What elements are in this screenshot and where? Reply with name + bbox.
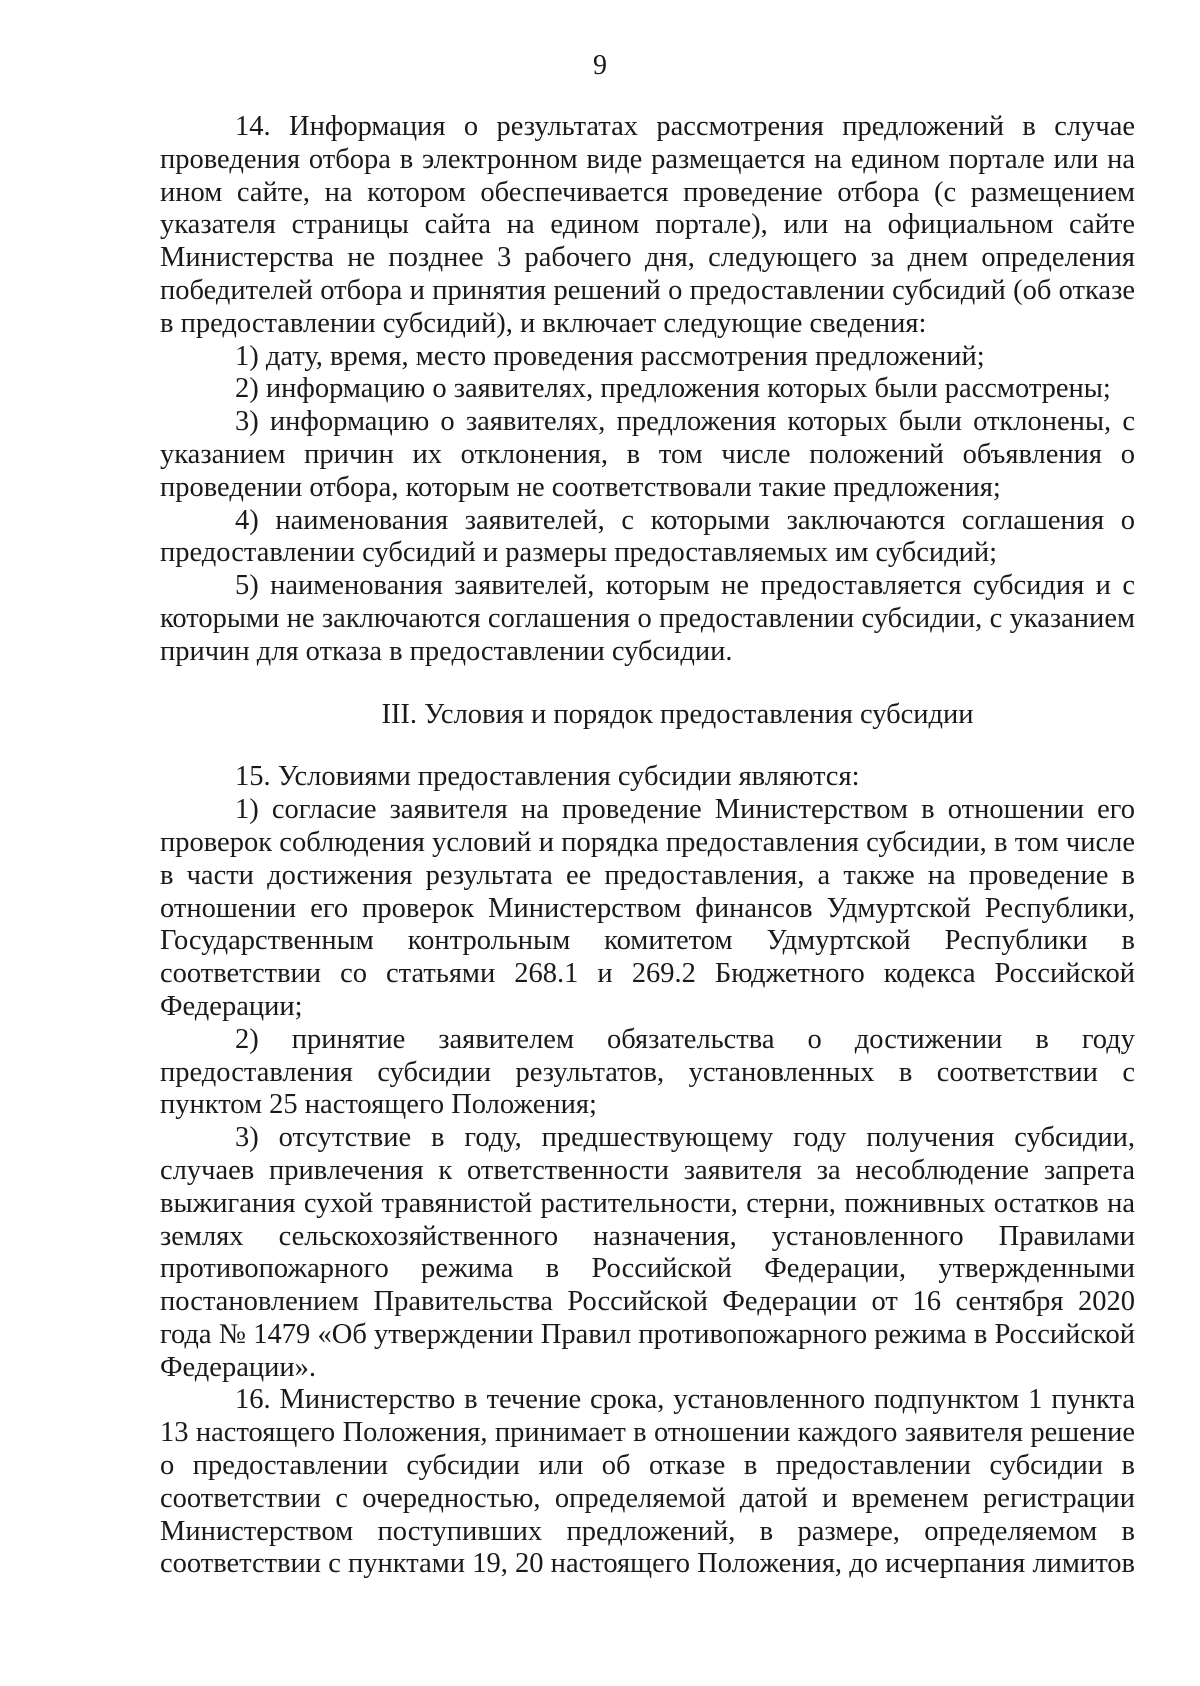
- list-item-14-4: 4) наименования заявителей, с которыми заключаются соглашения о предоставлении субсидий и размеры предоставляемых им субсидий;: [160, 504, 1135, 569]
- document-body: [160, 111, 1135, 1581]
- paragraph-16: 16. Министерство в течение срока, установленного подпунктом 1 пункта 13 настоящего Положения, принимает в отношении каждого заявителя решение о предоставлении субсидии или об отказе в предоставлении субсидии в соответствии с очередностью, определяемой датой и временем регистрации Министерством поступивших предложений, в размере, определяемом в соответствии с пунктами 19, 20 настоящего Положения, до исчерпания лимитов: [160, 1384, 1135, 1580]
- page-number: 9: [593, 50, 607, 81]
- list-item-14-2: 2) информацию о заявителях, предложения которых были рассмотрены;: [235, 373, 1111, 405]
- paragraph-14: 14. Информация о результатах рассмотрения предложений в случае проведения отбора в электронном виде размещается на едином портале или на ином сайте, на котором обеспечивается проведение отбора (с размещением указателя страницы сайта на едином портале), или на официальном сайте Министерства не позднее 3 рабочего дня, следующего за днем определения победителей отбора и принятия решений о предоставлении субсидий (об отказе в предоставлении субсидий), и включает следующие сведения:: [160, 111, 1135, 339]
- list-item-14-1: 1) дату, время, место проведения рассмотрения предложений;: [235, 340, 985, 372]
- list-item-15-2: 2) принятие заявителем обязательства о достижении в году предоставления субсидии результатов, установленных в соответствии с пунктом 25 настоящего Положения;: [160, 1023, 1135, 1121]
- list-item-14-3: 3) информацию о заявителях, предложения которых были отклонены, с указанием причин их отклонения, в том числе положений объявления о проведении отбора, которым не соответствовали такие предложения;: [160, 406, 1135, 503]
- list-item-15-1: 1) согласие заявителя на проведение Министерством в отношении его проверок соблюдения условий и порядка предоставления субсидии, в том числе в части достижения результата ее предоставления, а также на проведение в отношении его проверок Министерством финансов Удмуртской Республики, Государственным контрольным комитетом Удмуртской Республики в соответствии со статьями 268.1 и 269.2 Бюджетного кодекса Российской Федерации;: [160, 794, 1135, 1022]
- paragraph-15: 15. Условиями предоставления субсидии являются:: [235, 761, 860, 793]
- list-item-14-5: 5) наименования заявителей, которым не предоставляется субсидия и с которыми не заключаются соглашения о предоставлении субсидии, с указанием причин для отказа в предоставлении субсидии.: [160, 570, 1135, 667]
- list-item-15-3: 3) отсутствие в году, предшествующему году получения субсидии, случаев привлечения к ответственности заявителя за несоблюдение запрета выжигания сухой травянистой растительности, стерни, пожнивных остатков на землях сельскохозяйственного назначения, установленного Правилами противопожарного режима в Российской Федерации, утвержденными постановлением Правительства Российской Федерации от 16 сентября 2020 года № 1479 «Об утверждении Правил противопожарного режима в Российской Федерации».: [160, 1122, 1135, 1383]
- section-heading-3: III. Условия и порядок предоставления субсидии: [381, 698, 974, 730]
